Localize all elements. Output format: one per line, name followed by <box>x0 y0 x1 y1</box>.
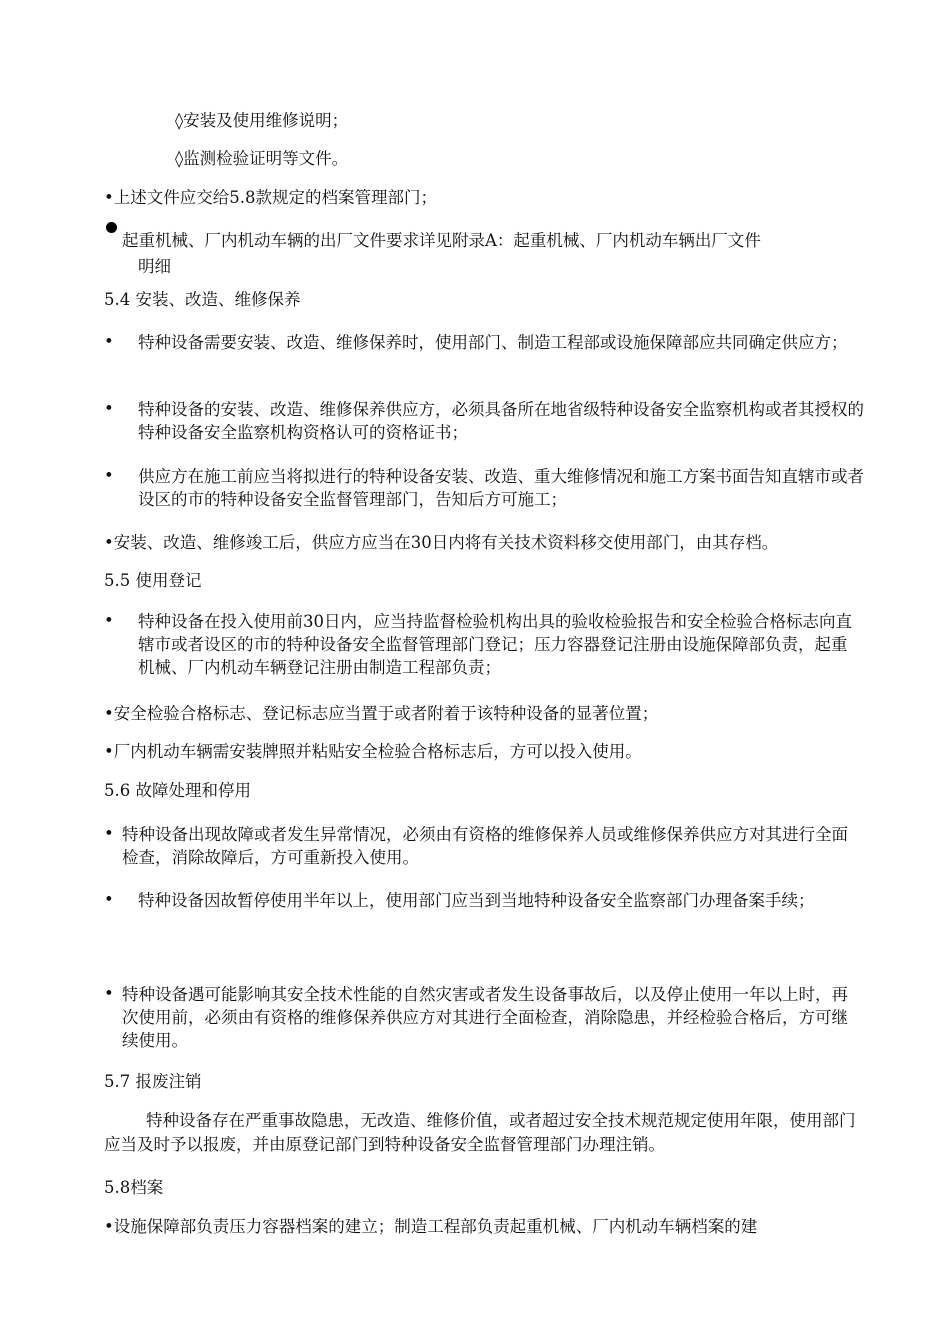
list-item: 特种设备遇可能影响其安全技术性能的自然灾害或者发生设备事故后，以及停止使用一年以上时，再次使用前，必须由有资格的维修保养供应方对其进行全面检查，消除隐患，并经检验合格后，方可继续使用。 <box>122 985 848 1050</box>
sub-item-certificate: ◊监测检验证明等文件。 <box>175 149 349 168</box>
section-5-7-paragraph: 特种设备存在严重事故隐患，无改造、维修价值，或者超过安全技术规范规定使用年限，使用部门应当及时予以报废，并由原登记部门到特种设备安全监督管理部门办理注销。 <box>104 1111 856 1154</box>
bullet-icon: • <box>104 466 114 485</box>
list-item: 供应方在施工前应当将拟进行的特种设备安装、改造、重大维修情况和施工方案书面告知直辖市或者设区的市的特种设备安全监督管理部门，告知后方可施工； <box>138 467 864 509</box>
list-item: 特种设备出现故障或者发生异常情况，必须由有资格的维修保养人员或维修保养供应方对其进行全面检查，消除故障后，方可重新投入使用。 <box>122 825 848 867</box>
bullet-dot-icon <box>106 222 117 233</box>
sub-item-manual: ◊安装及使用维修说明； <box>175 111 349 130</box>
factory-note-line2: 明细 <box>138 257 171 276</box>
list-item: 特种设备需要安装、改造、维修保养时，使用部门、制造工程部或设施保障部应共同确定供应方； <box>138 333 848 352</box>
bullet-icon: • <box>104 890 114 909</box>
list-item: •设施保障部负责压力容器档案的建立；制造工程部负责起重机械、厂内机动车辆档案的建 <box>104 1217 758 1236</box>
list-item: •厂内机动车辆需安装牌照并粘贴安全检验合格标志后，方可以投入使用。 <box>104 742 642 761</box>
list-item: •安全检验合格标志、登记标志应当置于或者附着于该特种设备的显著位置； <box>104 704 659 723</box>
bullet-icon: • <box>104 984 114 1003</box>
section-heading-5-6: 5.6 故障处理和停用 <box>104 781 251 800</box>
bullet-icon: • <box>104 824 114 843</box>
section-heading-5-8: 5.8档案 <box>104 1178 164 1197</box>
list-item: 特种设备因故暂停使用半年以上，使用部门应当到当地特种设备安全监察部门办理备案手续； <box>138 891 815 910</box>
section-heading-5-5: 5.5 使用登记 <box>104 571 202 590</box>
bullet-icon: • <box>104 611 114 630</box>
list-item: 特种设备的安装、改造、维修保养供应方，必须具备所在地省级特种设备安全监察机构或者其授权的特种设备安全监察机构资格认可的资格证书； <box>138 400 864 442</box>
section-heading-5-7: 5.7 报废注销 <box>104 1072 202 1091</box>
list-item: 特种设备在投入使用前30日内，应当持监督检验机构出具的验收检验报告和安全检验合格标志向直辖市或者设区的市的特种设备安全监督管理部门登记；压力容器登记注册由设施保障部负责，起重机械、厂内机动车辆登记注册由制造工程部负责； <box>138 612 852 677</box>
section-5-4-closing: •安装、改造、维修竣工后，供应方应当在30日内将有关技术资料移交使用部门，由其存档。 <box>104 533 779 552</box>
factory-note-line1: 起重机械、厂内机动车辆的出厂文件要求详见附录A：起重机械、厂内机动车辆出厂文件 <box>122 231 761 250</box>
bullet-icon: • <box>104 399 114 418</box>
section-heading-5-4: 5.4 安装、改造、维修保养 <box>104 290 301 309</box>
archive-note: •上述文件应交给5.8款规定的档案管理部门； <box>104 188 437 207</box>
bullet-icon: • <box>104 332 114 351</box>
